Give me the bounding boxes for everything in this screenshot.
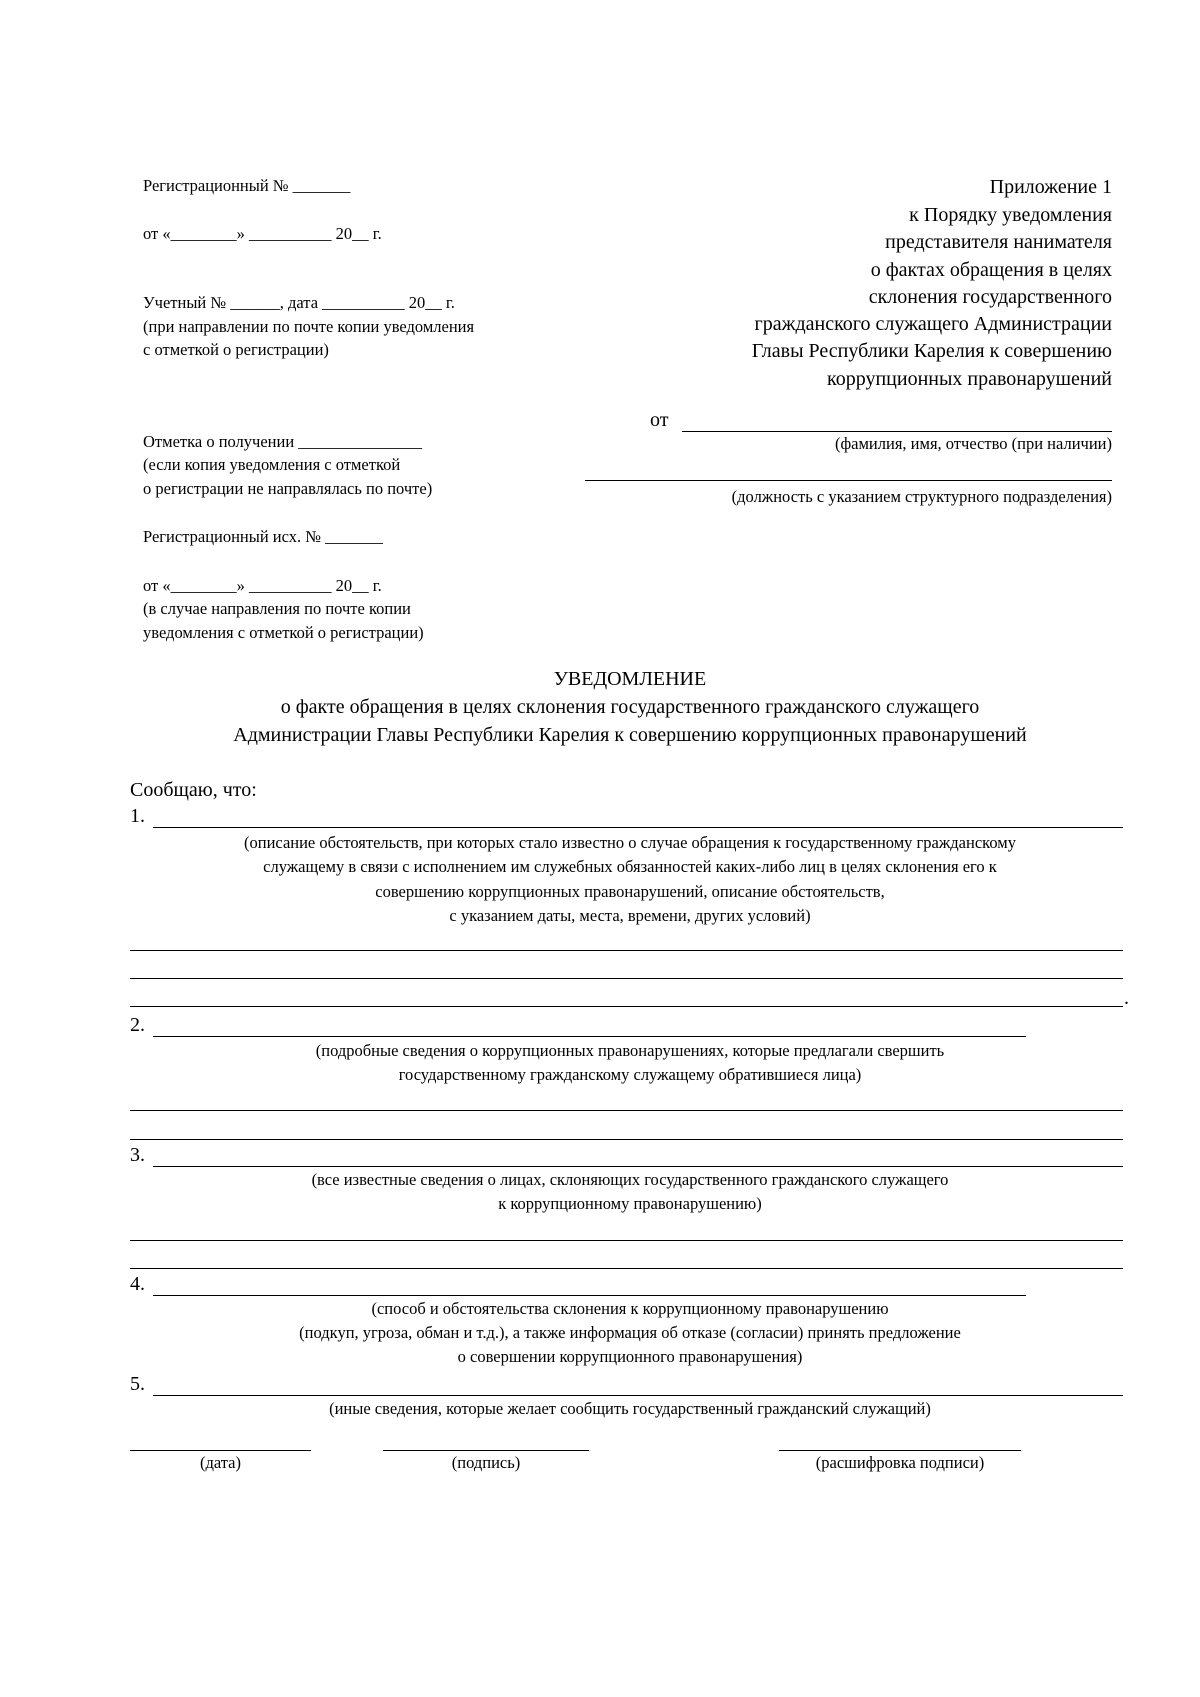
appendix-label: Приложение 1 xyxy=(989,176,1112,198)
date-caption: (дата) xyxy=(199,1453,242,1472)
registration-date: от «________» __________ 20__ г. xyxy=(143,224,382,243)
item-4-note-2: (подкуп, угроза, обман и т.д.), а также информация об отказе (согласии) принять предложение xyxy=(299,1323,961,1342)
item-5-note-1: (иные сведения, которые желает сообщить государственный гражданский служащий) xyxy=(329,1399,931,1418)
document-subtitle-1: о факте обращения в целях склонения государственного гражданского служащего xyxy=(280,696,980,718)
fio-caption: (фамилия, имя, отчество (при наличии) xyxy=(834,434,1112,453)
item-2-extra-line-1[interactable] xyxy=(130,1110,1123,1111)
item-1-field-line[interactable] xyxy=(153,827,1123,828)
item-5-number: 5. xyxy=(130,1373,145,1395)
appendix-line-6: Главы Республики Карелия к совершению xyxy=(751,340,1112,362)
item-1-number: 1. xyxy=(130,805,145,827)
appendix-line-7: коррупционных правонарушений xyxy=(827,368,1112,390)
item-1-extra-line-1[interactable] xyxy=(130,950,1123,951)
item-1-end-period: . xyxy=(1124,987,1129,1009)
position-field-line[interactable] xyxy=(585,480,1112,481)
document-title: УВЕДОМЛЕНИЕ xyxy=(553,668,707,690)
item-2-number: 2. xyxy=(130,1014,145,1036)
item-3-extra-line-2[interactable] xyxy=(130,1268,1123,1269)
item-3-note-2: к коррупционному правонарушению) xyxy=(498,1194,762,1213)
item-3-note-1: (все известные сведения о лицах, склоняющих государственного гражданского служащего xyxy=(311,1170,949,1189)
account-note-1: (при направлении по почте копии уведомления xyxy=(143,317,475,336)
item-3-number: 3. xyxy=(130,1144,145,1166)
item-1-note-2: служащему в связи с исполнением им служебных обязанностей каких-либо лиц в целях склонения его к xyxy=(263,857,997,876)
from-label: от xyxy=(650,409,669,431)
signature-caption: (подпись) xyxy=(451,1453,521,1472)
appendix-line-1: к Порядку уведомления xyxy=(909,204,1112,226)
item-4-note-1: (способ и обстоятельства склонения к коррупционному правонарушению xyxy=(371,1299,889,1318)
appendix-line-3: о фактах обращения в целях xyxy=(870,259,1112,281)
outgoing-registration-number: Регистрационный исх. № _______ xyxy=(143,527,383,546)
item-3-extra-line-1[interactable] xyxy=(130,1240,1123,1241)
receipt-note-2: о регистрации не направлялась по почте) xyxy=(143,479,433,498)
receipt-line: Отметка о получении _______________ xyxy=(143,432,423,451)
item-2-note-2: государственному гражданскому служащему обратившиеся лица) xyxy=(398,1065,862,1084)
item-1-note-1: (описание обстоятельств, при которых стало известно о случае обращения к государственному гражданскому xyxy=(244,833,1016,852)
item-5-field-line[interactable] xyxy=(153,1395,1123,1396)
outgoing-note-2: уведомления с отметкой о регистрации) xyxy=(143,623,424,642)
receipt-note-1: (если копия уведомления с отметкой xyxy=(143,455,401,474)
item-2-extra-line-2[interactable] xyxy=(130,1139,1123,1140)
item-1-note-4: с указанием даты, места, времени, других условий) xyxy=(449,906,811,925)
appendix-line-5: гражданского служащего Администрации xyxy=(754,313,1112,335)
position-caption: (должность с указанием структурного подразделения) xyxy=(731,487,1112,506)
decryption-caption: (расшифровка подписи) xyxy=(815,1453,985,1472)
document-subtitle-2: Администрации Главы Республики Карелия к совершению коррупционных правонарушений xyxy=(233,724,1027,746)
outgoing-date: от «________» __________ 20__ г. xyxy=(143,576,382,595)
appendix-line-4: склонения государственного xyxy=(868,286,1112,308)
item-4-note-3: о совершении коррупционного правонарушения) xyxy=(457,1347,803,1366)
item-2-note-1: (подробные сведения о коррупционных правонарушениях, которые предлагали свершить xyxy=(315,1041,945,1060)
item-4-field-line[interactable] xyxy=(153,1295,1026,1296)
registration-number: Регистрационный № _______ xyxy=(143,176,351,195)
item-3-field-line[interactable] xyxy=(153,1166,1123,1167)
intro-text: Сообщаю, что: xyxy=(130,779,257,801)
item-4-number: 4. xyxy=(130,1273,145,1295)
item-1-extra-line-3[interactable] xyxy=(130,1006,1123,1007)
item-2-field-line[interactable] xyxy=(153,1036,1026,1037)
account-note-2: с отметкой о регистрации) xyxy=(143,340,329,359)
account-line: Учетный № ______, дата __________ 20__ г. xyxy=(143,293,455,312)
item-1-note-3: совершению коррупционных правонарушений, описание обстоятельств, xyxy=(375,882,885,901)
appendix-line-2: представителя нанимателя xyxy=(885,231,1112,253)
outgoing-note-1: (в случае направления по почте копии xyxy=(143,599,411,618)
item-1-extra-line-2[interactable] xyxy=(130,978,1123,979)
